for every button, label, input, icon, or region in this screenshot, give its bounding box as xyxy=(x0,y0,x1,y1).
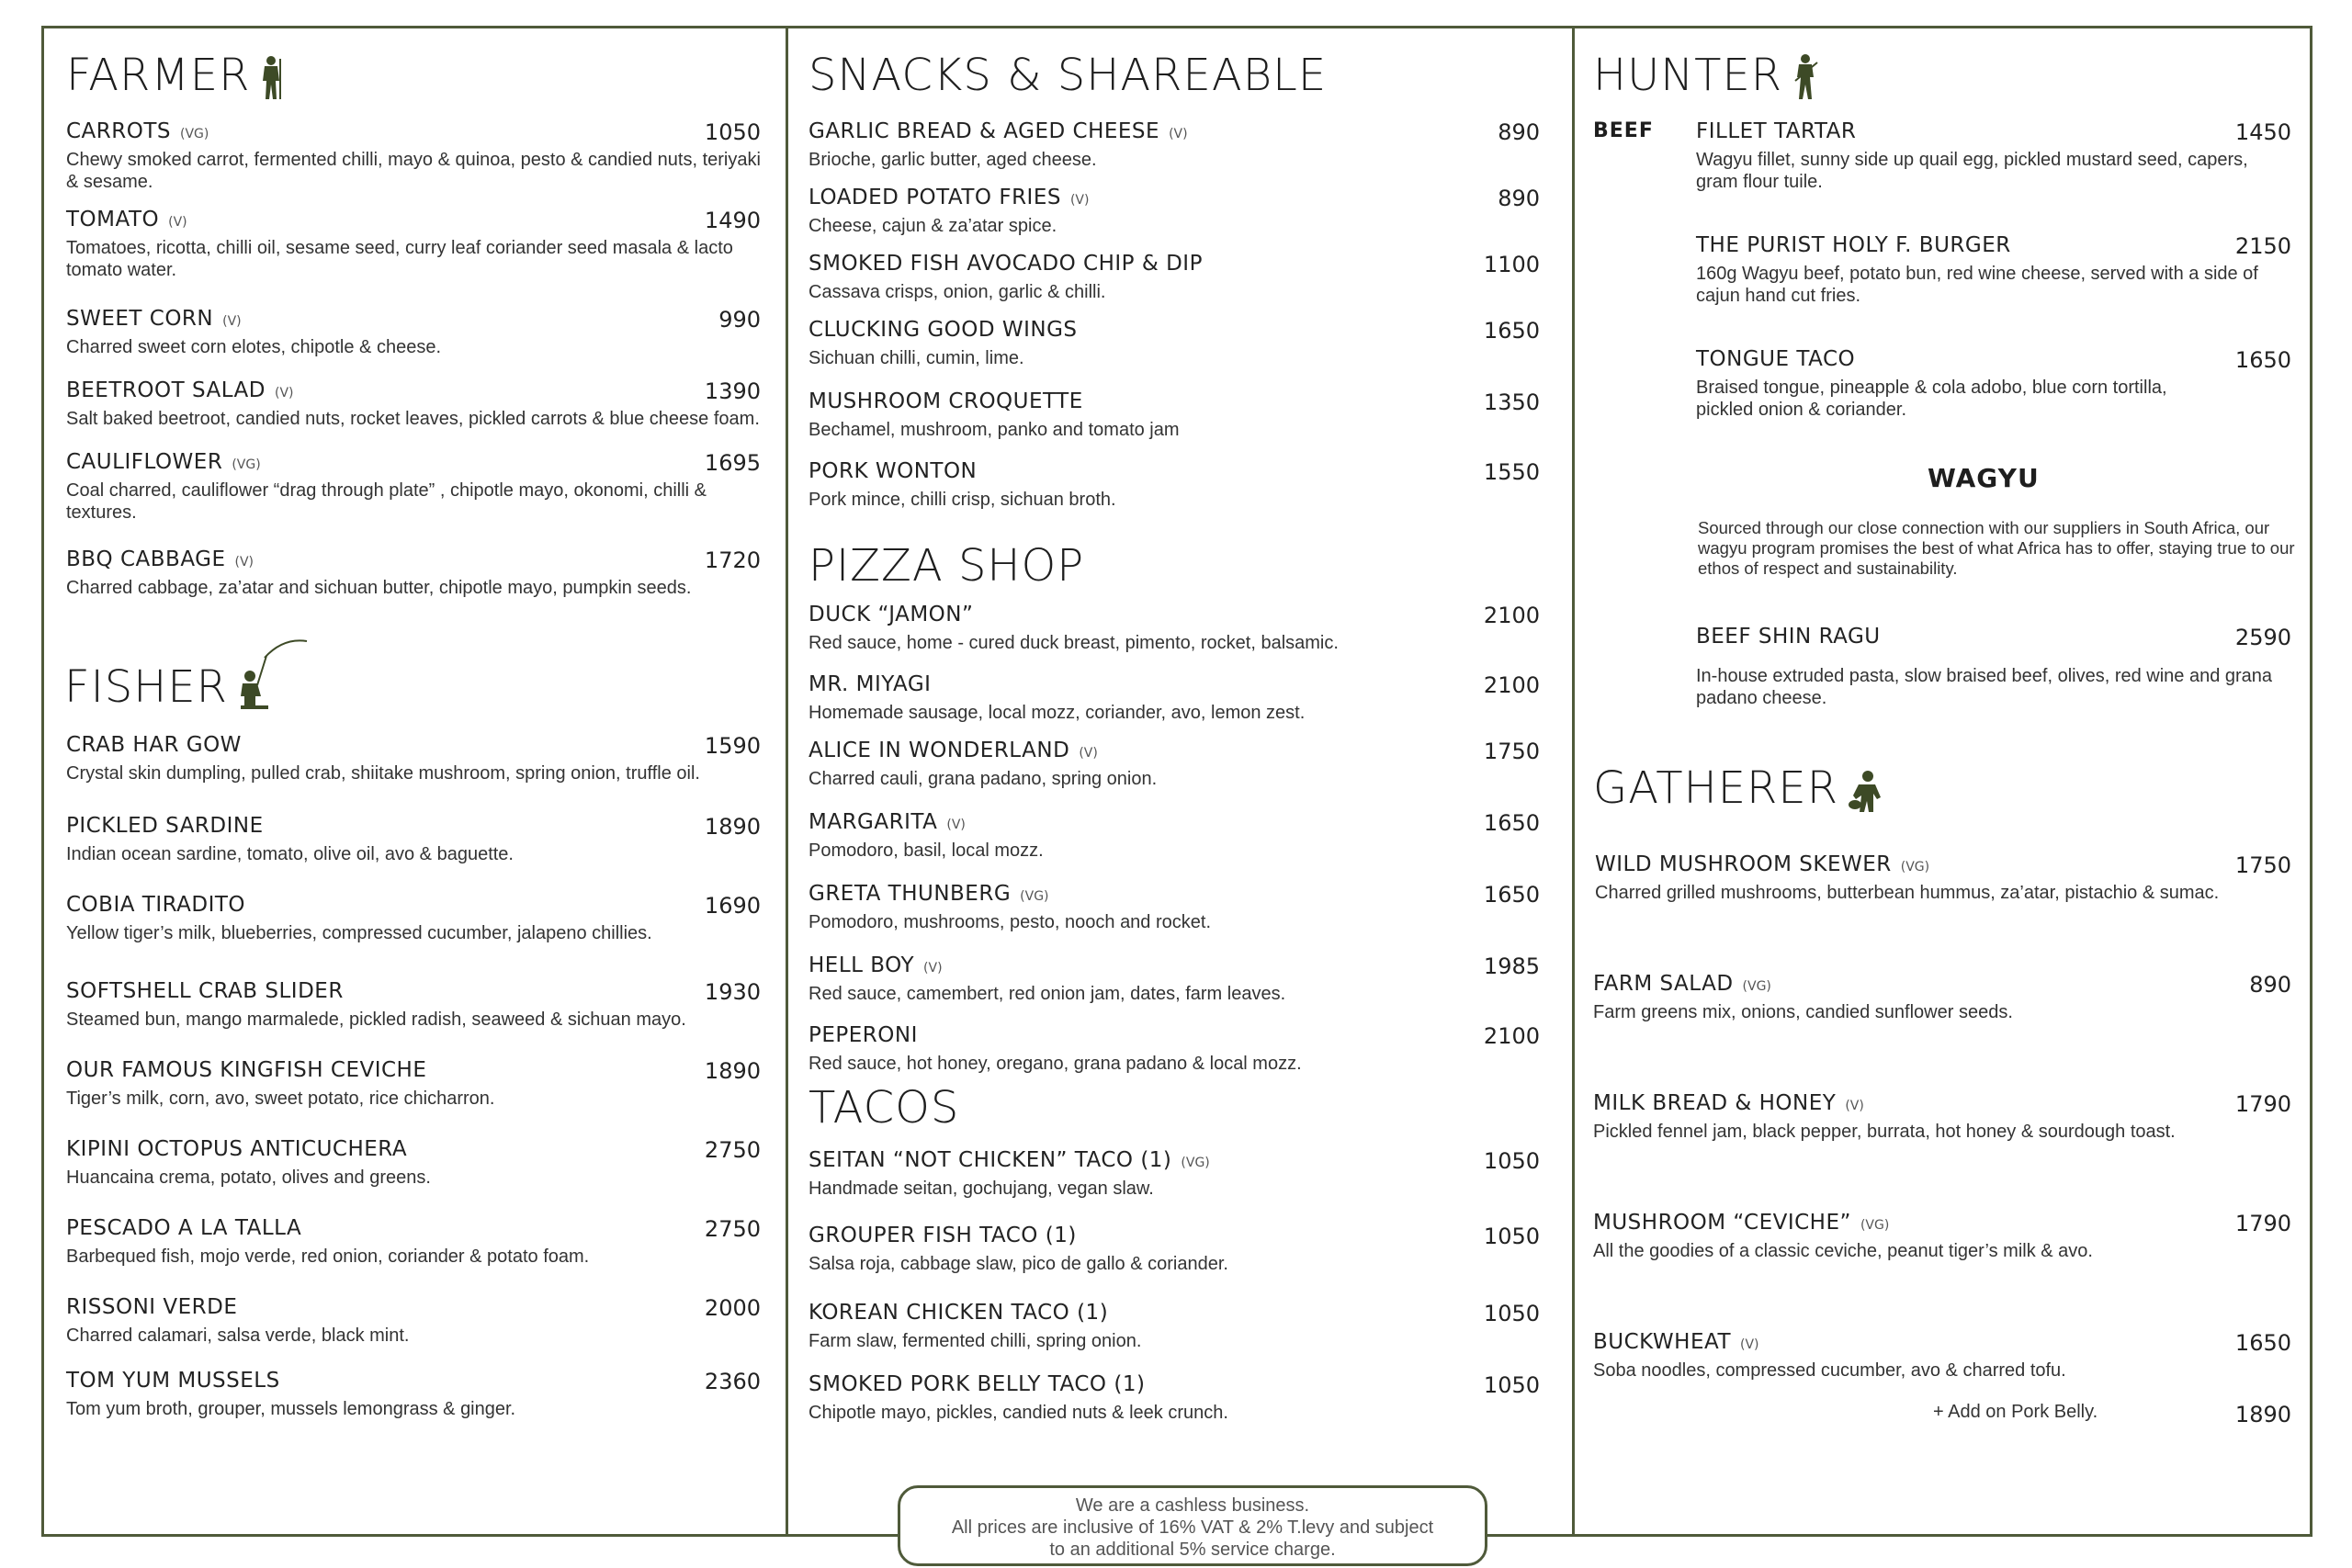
item-description: Cheese, cajun & za’atar spice. xyxy=(808,216,1057,236)
item-description: 160g Wagyu beef, potato bun, red wine cheese, served with a side of cajun hand cut fries. xyxy=(1696,264,2258,306)
beef-label: BEEF xyxy=(1593,119,1654,142)
item-description: Charred cabbage, za’atar and sichuan butter, chipotle mayo, pumpkin seeds. xyxy=(66,578,692,598)
tacos-title: TACOS xyxy=(808,1082,960,1134)
item-price: 890 xyxy=(1498,186,1540,211)
wagyu-description: Sourced through our close connection with our suppliers in South Africa, our wagyu program promises the best of what Africa has to offer, staying true to our ethos of respect and sustainability. xyxy=(1698,518,2295,578)
item-description: Soba noodles, compressed cucumber, avo & charred tofu. xyxy=(1593,1360,2066,1381)
item-tag: (V) xyxy=(1069,193,1090,208)
item-price: 1650 xyxy=(1483,882,1540,908)
item-name: DUCK “JAMON” xyxy=(808,603,974,626)
item-name: GARLIC BREAD & AGED CHEESE xyxy=(808,119,1160,143)
item-price: 1390 xyxy=(704,378,761,404)
item-description: Red sauce, camembert, red onion jam, dates, farm leaves. xyxy=(808,984,1286,1004)
item-description: Bechamel, mushroom, panko and tomato jam xyxy=(808,420,1180,440)
item-price: 2360 xyxy=(704,1369,761,1394)
item-description: Wagyu fillet, sunny side up quail egg, pickled mustard seed, capers, gram flour tuile. xyxy=(1696,150,2248,192)
item-tag: (VG) xyxy=(1860,1218,1890,1233)
item-name: MUSHROOM CROQUETTE xyxy=(808,389,1083,413)
item-name: CARROTS xyxy=(66,119,172,143)
item-name: MUSHROOM “CEVICHE” xyxy=(1593,1211,1851,1235)
item-name: ALICE IN WONDERLAND xyxy=(808,739,1070,762)
item-description: Yellow tiger’s milk, blueberries, compressed cucumber, jalapeno chillies. xyxy=(66,923,652,943)
column-divider xyxy=(1572,26,1575,1537)
item-name: KOREAN CHICKEN TACO (1) xyxy=(808,1301,1109,1325)
item-name: SEITAN “NOT CHICKEN” TACO (1) xyxy=(808,1148,1172,1172)
farmer-heading xyxy=(66,50,285,101)
gatherer-icon xyxy=(1848,770,1884,814)
item-price: 1550 xyxy=(1483,459,1540,485)
item-name: BEETROOT SALAD xyxy=(66,378,266,402)
item-description: Pomodoro, basil, local mozz. xyxy=(808,840,1044,861)
fisher-title: FISHER xyxy=(64,661,229,713)
item-name: SMOKED FISH AVOCADO CHIP & DIP xyxy=(808,252,1203,276)
item-price: 1750 xyxy=(2234,852,2291,878)
item-tag: (VG) xyxy=(1020,889,1049,904)
payment-note-line: to an additional 5% service charge. xyxy=(1049,1540,1336,1560)
gatherer-heading xyxy=(1593,762,1884,814)
item-name: GRETA THUNBERG xyxy=(808,882,1012,906)
item-description: Red sauce, home - cured duck breast, pimento, rocket, balsamic. xyxy=(808,633,1339,653)
item-name: MARGARITA xyxy=(808,810,938,834)
item-tag: (V) xyxy=(234,555,254,570)
fisher-icon xyxy=(237,639,311,713)
item-price: 1650 xyxy=(1483,810,1540,836)
item-name: LOADED POTATO FRIES xyxy=(808,186,1061,209)
item-name: KIPINI OCTOPUS ANTICUCHERA xyxy=(66,1137,408,1161)
item-description: Pickled fennel jam, black pepper, burrata, hot honey & sourdough toast. xyxy=(1593,1122,2176,1142)
item-description: Cassava crisps, onion, garlic & chilli. xyxy=(808,282,1106,302)
item-price: 1490 xyxy=(704,208,761,233)
item-price: 1695 xyxy=(704,450,761,476)
item-description: Tomatoes, ricotta, chilli oil, sesame seed, curry leaf coriander seed masala & lacto tomato water. xyxy=(66,238,733,280)
fisher-heading xyxy=(64,639,311,713)
item-price: 1050 xyxy=(1483,1148,1540,1174)
item-price: 1450 xyxy=(2234,119,2291,145)
farmer-title: FARMER xyxy=(66,50,251,101)
item-tag: (V) xyxy=(1740,1337,1759,1352)
item-description: Chipotle mayo, pickles, candied nuts & leek crunch. xyxy=(808,1403,1228,1423)
item-tag: (V) xyxy=(1169,127,1188,141)
item-name: TONGUE TACO xyxy=(1696,347,1856,371)
item-name: SWEET CORN xyxy=(66,307,214,331)
item-description: Crystal skin dumpling, pulled crab, shiitake mushroom, spring onion, truffle oil. xyxy=(66,763,700,784)
item-description: Coal charred, cauliflower “drag through plate” , chipotle mayo, okonomi, chilli & textures. xyxy=(66,480,707,523)
item-price: 1650 xyxy=(2234,347,2291,373)
item-price: 1100 xyxy=(1483,252,1540,277)
addon-price: 1890 xyxy=(2234,1402,2291,1427)
item-price: 1050 xyxy=(1483,1372,1540,1398)
item-description: Charred calamari, salsa verde, black mint. xyxy=(66,1325,410,1346)
item-price: 2100 xyxy=(1483,603,1540,628)
item-price: 2150 xyxy=(2234,233,2291,259)
item-name: PEPERONI xyxy=(808,1023,918,1047)
item-name: FARM SALAD xyxy=(1593,972,1734,996)
item-description: Homemade sausage, local mozz, coriander, avo, lemon zest. xyxy=(808,703,1306,723)
item-name: RISSONI VERDE xyxy=(66,1295,238,1319)
payment-note-line: We are a cashless business. xyxy=(1075,1495,1310,1516)
left-column xyxy=(66,26,764,1537)
item-description: Huancaina crema, potato, olives and greens. xyxy=(66,1168,431,1188)
item-description: Red sauce, hot honey, oregano, grana padano & local mozz. xyxy=(808,1054,1302,1074)
item-description: Sichuan chilli, cumin, lime. xyxy=(808,348,1024,368)
item-description: Farm slaw, fermented chilli, spring onion. xyxy=(808,1331,1142,1351)
item-name: BBQ CABBAGE xyxy=(66,547,226,571)
item-price: 1650 xyxy=(2234,1330,2291,1356)
tacos-heading xyxy=(808,1082,959,1134)
item-name: GROUPER FISH TACO (1) xyxy=(808,1224,1077,1247)
addon-row xyxy=(1593,1402,2291,1429)
item-price: 890 xyxy=(1498,119,1540,145)
item-price: 1790 xyxy=(2234,1091,2291,1117)
item-name: CRAB HAR GOW xyxy=(66,733,242,757)
payment-note xyxy=(898,1485,1487,1566)
item-price: 1890 xyxy=(704,1058,761,1084)
item-description: Barbequed fish, mojo verde, red onion, coriander & potato foam. xyxy=(66,1247,590,1267)
item-tag: (VG) xyxy=(180,127,209,141)
item-name: WILD MUSHROOM SKEWER xyxy=(1595,852,1892,876)
item-description: In-house extruded pasta, slow braised beef, olives, red wine and grana padano cheese. xyxy=(1696,666,2273,708)
item-description: Handmade seitan, gochujang, vegan slaw. xyxy=(808,1179,1154,1199)
farmer-icon xyxy=(259,55,285,101)
item-name: CLUCKING GOOD WINGS xyxy=(808,318,1078,342)
item-name: TOMATO xyxy=(66,208,160,231)
item-description: Tom yum broth, grouper, mussels lemongrass & ginger. xyxy=(66,1399,516,1419)
item-price: 1050 xyxy=(1483,1224,1540,1249)
item-name: SOFTSHELL CRAB SLIDER xyxy=(66,979,344,1003)
item-name: SMOKED PORK BELLY TACO (1) xyxy=(808,1372,1146,1396)
item-name: TOM YUM MUSSELS xyxy=(66,1369,280,1393)
item-description: Tiger’s milk, corn, avo, sweet potato, rice chicharron. xyxy=(66,1089,495,1109)
item-description: Salt baked beetroot, candied nuts, rocket leaves, pickled carrots & blue cheese foam. xyxy=(66,409,760,429)
item-tag: (VG) xyxy=(1900,860,1930,874)
item-tag: (VG) xyxy=(232,457,261,472)
item-price: 2590 xyxy=(2234,625,2291,650)
item-name: PESCADO A LA TALLA xyxy=(66,1216,302,1240)
item-price: 2750 xyxy=(704,1216,761,1242)
item-description: Pork mince, chilli crisp, sichuan broth. xyxy=(808,490,1116,510)
item-tag: (V) xyxy=(222,314,242,329)
item-description: All the goodies of a classic ceviche, peanut tiger’s milk & avo. xyxy=(1593,1241,2093,1261)
item-name: MR. MIYAGI xyxy=(808,672,932,696)
gatherer-title: GATHERER xyxy=(1593,762,1839,814)
item-description: Braised tongue, pineapple & cola adobo, blue corn tortilla, pickled onion & coriander. xyxy=(1696,378,2167,420)
item-tag: (V) xyxy=(1079,746,1098,761)
item-tag: (VG) xyxy=(1742,979,1771,994)
right-column xyxy=(1593,26,2295,1537)
item-description: Salsa roja, cabbage slaw, pico de gallo & coriander. xyxy=(808,1254,1228,1274)
item-name: THE PURIST HOLY F. BURGER xyxy=(1696,233,2011,257)
item-price: 1690 xyxy=(704,893,761,919)
item-name: MILK BREAD & HONEY xyxy=(1593,1091,1837,1115)
pizza-heading xyxy=(808,540,1084,592)
item-price: 990 xyxy=(718,307,761,333)
item-tag: (V) xyxy=(1845,1099,1864,1113)
item-price: 2750 xyxy=(704,1137,761,1163)
item-tag: (V) xyxy=(275,386,294,400)
item-description: Pomodoro, mushrooms, pesto, nooch and rocket. xyxy=(808,912,1212,932)
item-price: 2100 xyxy=(1483,1023,1540,1049)
item-name: PORK WONTON xyxy=(808,459,978,483)
middle-column xyxy=(808,26,1544,1537)
item-description: Steamed bun, mango marmalede, pickled radish, seaweed & sichuan mayo. xyxy=(66,1010,686,1030)
item-price: 1790 xyxy=(2234,1211,2291,1236)
payment-note-line: All prices are inclusive of 16% VAT & 2% T.levy and subject xyxy=(951,1517,1434,1538)
item-name: FILLET TARTAR xyxy=(1696,119,1857,143)
item-name: BEEF SHIN RAGU xyxy=(1696,625,1881,649)
item-price: 1930 xyxy=(704,979,761,1005)
item-price: 2000 xyxy=(704,1295,761,1321)
item-description: Brioche, garlic butter, aged cheese. xyxy=(808,150,1097,170)
item-price: 1750 xyxy=(1483,739,1540,764)
item-price: 1050 xyxy=(1483,1301,1540,1326)
pizza-title: PIZZA SHOP xyxy=(808,540,1085,592)
item-description: Farm greens mix, onions, candied sunflower seeds. xyxy=(1593,1002,2013,1022)
item-name: PICKLED SARDINE xyxy=(66,814,264,838)
item-price: 1890 xyxy=(704,814,761,840)
item-price: 1650 xyxy=(1483,318,1540,344)
item-price: 1720 xyxy=(704,547,761,573)
item-tag: (V) xyxy=(946,818,966,832)
item-name: BUCKWHEAT xyxy=(1593,1330,1732,1354)
item-tag: (V) xyxy=(923,961,943,976)
hunter-title: HUNTER xyxy=(1593,50,1783,101)
item-price: 1985 xyxy=(1483,953,1540,979)
snacks-heading xyxy=(808,50,1327,101)
addon-label: + Add on Pork Belly. xyxy=(1933,1402,2098,1422)
item-price: 1350 xyxy=(1483,389,1540,415)
hunter-heading xyxy=(1593,50,1819,101)
column-divider xyxy=(786,26,788,1537)
item-price: 1050 xyxy=(704,119,761,145)
item-price: 2100 xyxy=(1483,672,1540,698)
item-description: Indian ocean sardine, tomato, olive oil, avo & baguette. xyxy=(66,844,514,864)
item-name: CAULIFLOWER xyxy=(66,450,223,474)
item-tag: (V) xyxy=(168,215,187,230)
item-name: HELL BOY xyxy=(808,953,915,977)
wagyu-title: WAGYU xyxy=(1928,463,2040,493)
item-tag: (VG) xyxy=(1181,1156,1210,1170)
item-description: Charred cauli, grana padano, spring onion. xyxy=(808,769,1158,789)
item-name: COBIA TIRADITO xyxy=(66,893,246,917)
item-price: 1590 xyxy=(704,733,761,759)
hunter-icon xyxy=(1792,53,1819,101)
item-description: Charred grilled mushrooms, butterbean hummus, za’atar, pistachio & sumac. xyxy=(1595,883,2220,903)
item-name: OUR FAMOUS KINGFISH CEVICHE xyxy=(66,1058,427,1082)
item-price: 890 xyxy=(2249,972,2291,998)
item-description: Chewy smoked carrot, fermented chilli, mayo & quinoa, pesto & candied nuts, teriyaki & sesame. xyxy=(66,150,761,192)
snacks-title: SNACKS & SHAREABLE xyxy=(808,50,1328,101)
item-description: Charred sweet corn elotes, chipotle & cheese. xyxy=(66,337,441,357)
